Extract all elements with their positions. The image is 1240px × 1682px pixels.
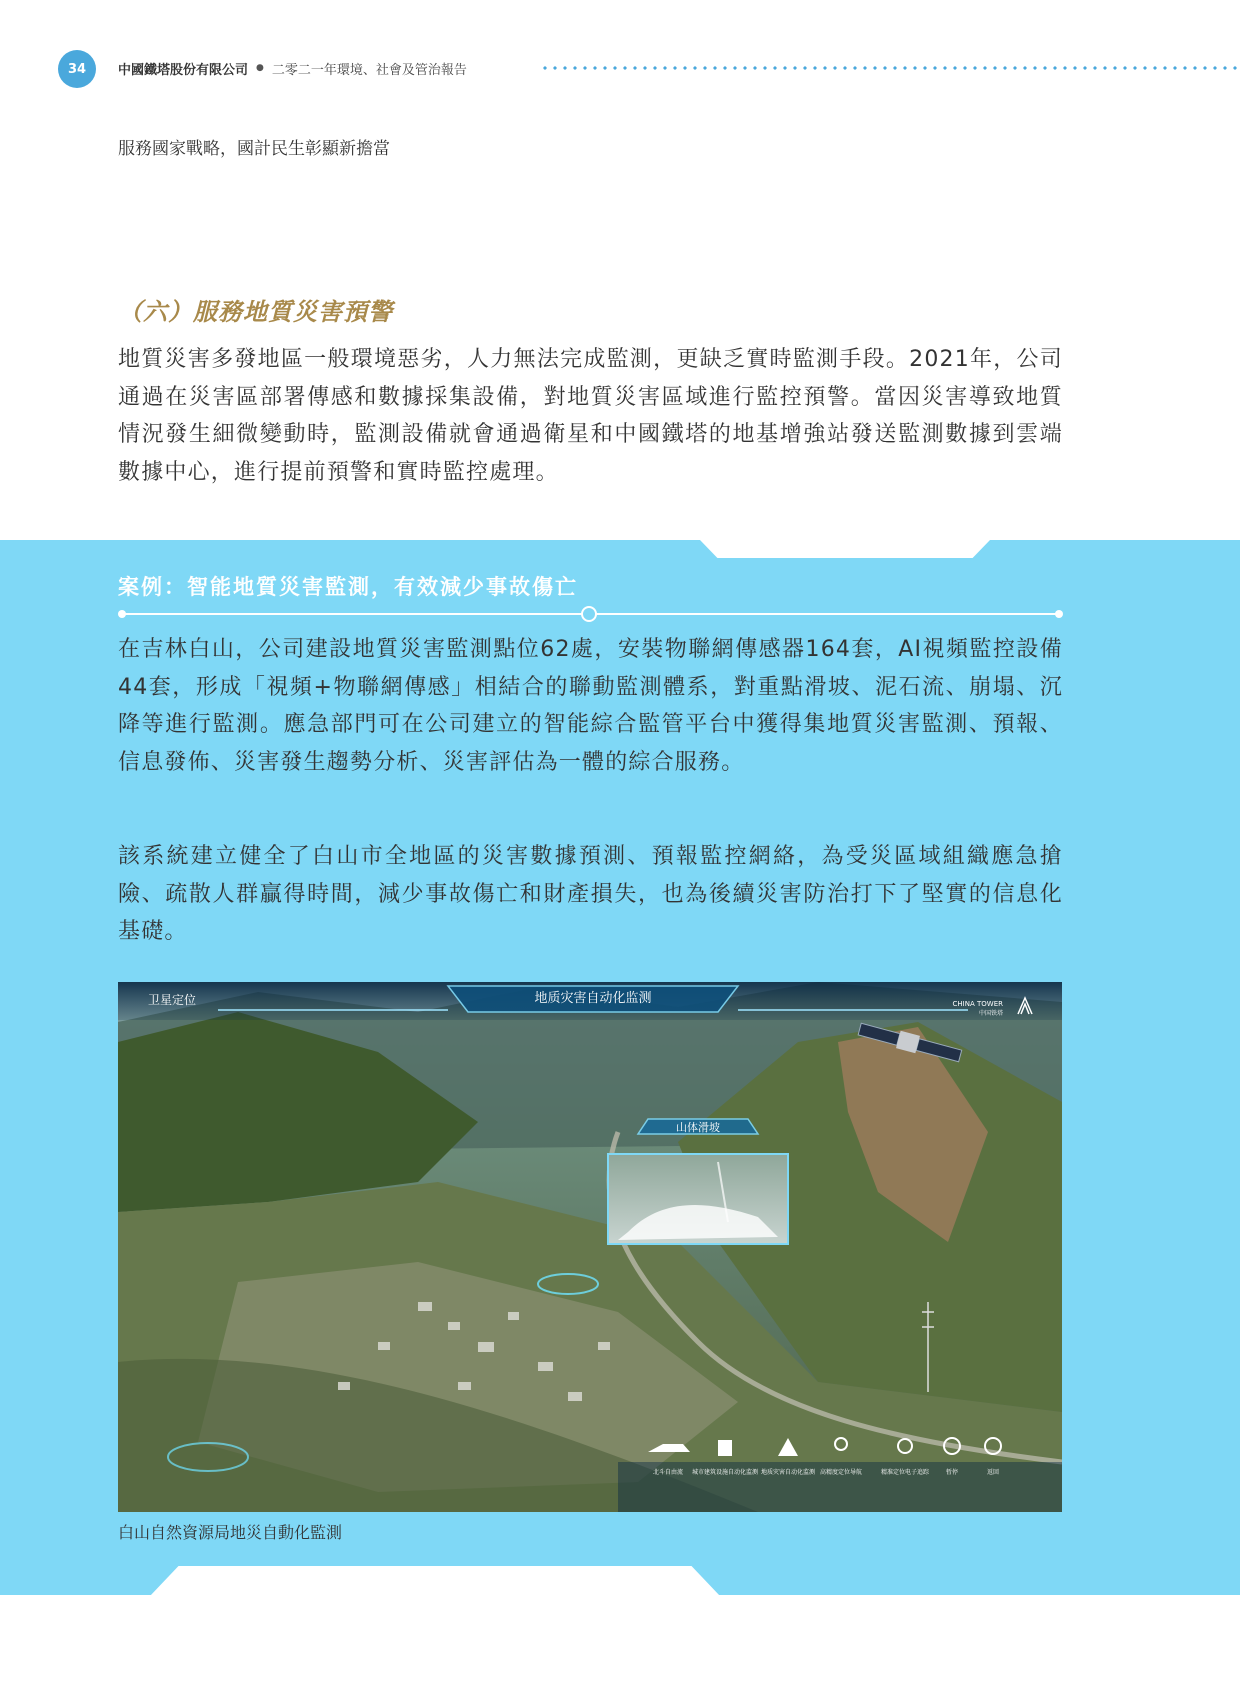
monitoring-platform-photo <box>118 982 1062 1512</box>
panel-bottom-notch <box>150 1566 720 1596</box>
photo-caption: 白山自然資源局地災自動化監測 <box>118 1523 343 1542</box>
rule-start-dot <box>118 610 126 618</box>
photo-title: 地质灾害自动化监测 <box>534 991 652 1006</box>
popup-label: 山体滑坡 <box>676 1121 720 1134</box>
case-paragraph-1: 在吉林白山，公司建設地質災害監測點位62處，安裝物聯網傳感器164套，AI視頻監控設備44套，形成「視頻+物聯網傳感」相結合的聯動監測體系，對重點滑坡、泥石流、崩塌、沉降等進行監測。應急部門可在公司建立的智能綜合監管平台中獲得集地質災害監測、預報、信息發佈、災害發生趨勢分析、災害評估為一體的綜合服務。 <box>118 637 1063 775</box>
building-icon <box>718 1440 732 1456</box>
photo-logo-text: CHINA TOWER <box>952 1000 1003 1008</box>
section-title: （六）服務地質災害預警 <box>118 298 393 326</box>
panel-top-notch <box>700 540 990 558</box>
toolbar-item-7: 返回 <box>986 1469 1000 1476</box>
toolbar-item-2: 城市建筑设施自动化监测 <box>691 1469 759 1476</box>
intro-paragraph: 地質災害多發地區一般環境惡劣，人力無法完成監測，更缺乏實時監測手段。2021年，公司通過在災害區部署傳感和數據採集設備，對地質災害區域進行監控預警。當因災害導致地質情況發生細微變動時，監測設備就會通過衛星和中國鐵塔的地基增強站發送監測數據到雲端數據中心，進行提前預警和實時監控處理。 <box>118 347 1063 485</box>
photo-top-left-label: 卫星定位 <box>148 993 197 1007</box>
dotted-header-rule <box>540 66 1240 70</box>
report-name: 二零二一年環境、社會及管治報告 <box>271 62 467 78</box>
page-number-badge: 34 <box>58 50 96 88</box>
rule-end-dot <box>1055 610 1063 618</box>
toolbar-item-4: 高精度定位导航 <box>819 1469 863 1476</box>
rule-center-ring <box>581 606 597 622</box>
popup-video-frame <box>608 1154 788 1244</box>
toolbar-item-3: 地质灾害自动化监测 <box>760 1469 816 1476</box>
company-name: 中國鐵塔股份有限公司 <box>118 62 249 78</box>
bullet-separator: ● <box>256 63 264 73</box>
toolbar-item-1: 北斗自由流 <box>652 1469 684 1476</box>
running-header <box>118 56 467 80</box>
case-title: 案例：智能地質災害監測，有效減少事故傷亡 <box>118 575 578 599</box>
photo-logo-cn: 中国铁塔 <box>978 1010 1003 1017</box>
case-paragraph-2: 該系統建立健全了白山市全地區的災害數據預測、預報監控網絡，為受災區域組織應急搶險、疏散人群贏得時間，減少事故傷亡和財產損失，也為後續災害防治打下了堅實的信息化基礎。 <box>118 844 1063 944</box>
toolbar-item-5: 精准定位电子追踪 <box>880 1469 930 1476</box>
popup-label-box <box>638 1119 758 1134</box>
chapter-heading: 服務國家戰略，國計民生彰顯新擔當 <box>118 139 390 159</box>
toolbar-item-6: 暂停 <box>945 1469 959 1476</box>
